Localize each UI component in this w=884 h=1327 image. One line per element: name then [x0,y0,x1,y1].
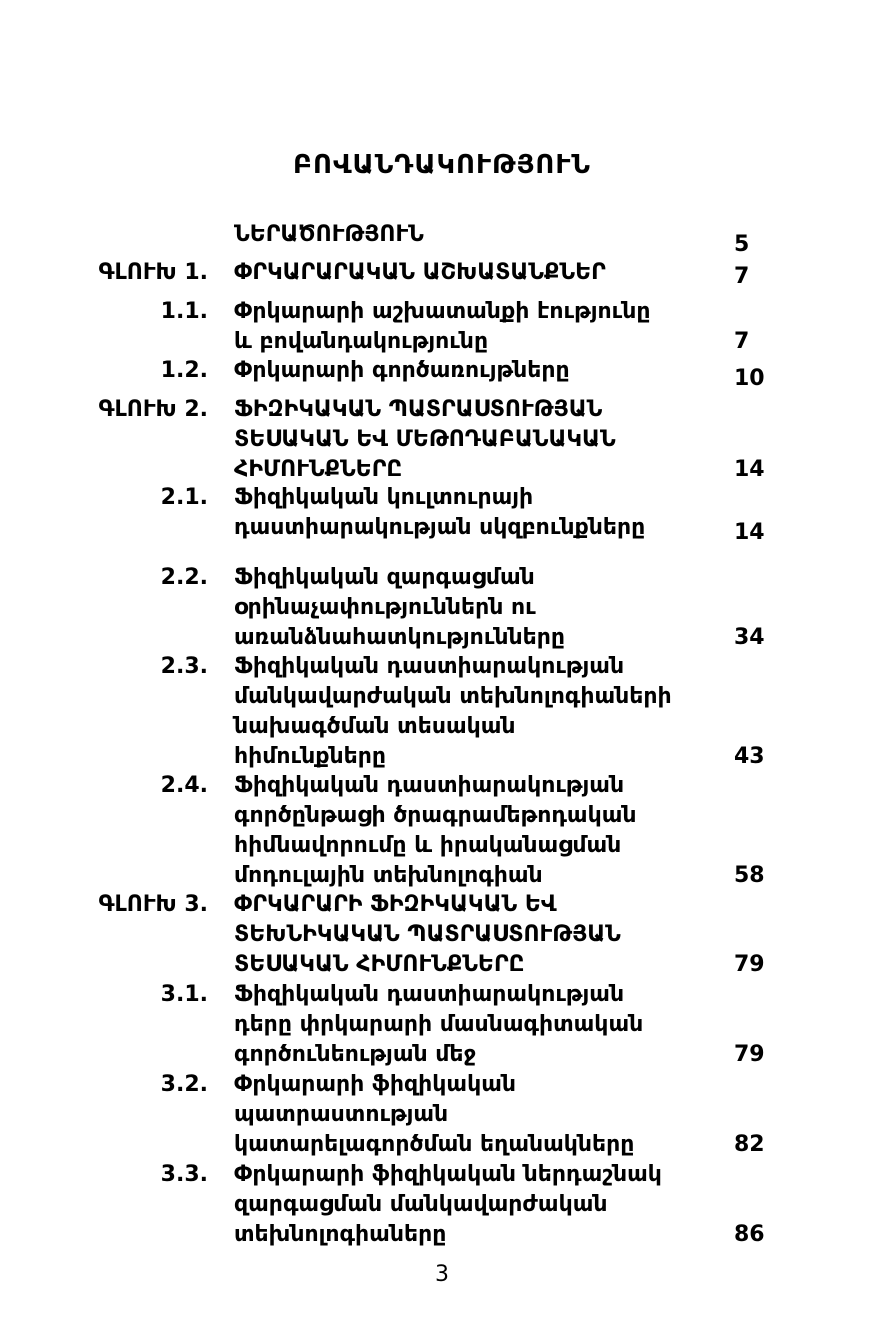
entry-page-number: 79 [734,952,765,977]
entry-title [234,890,734,980]
entry-title-line: զարգացման մանկավարժական [234,1192,608,1217]
entry-title-line: ՏԵՍԱԿԱՆ ՀԻՄՈՒՆՔՆԵՐԸ [234,952,525,977]
entry-title [234,652,734,772]
entry-page-number: 34 [734,625,765,650]
entry-title [234,258,734,288]
section-number: 2.2. [160,565,208,590]
entry-title-line: Փրկարարի ֆիզիկական [234,1072,516,1097]
entry-page-number: 58 [734,863,765,888]
entry-title [234,1160,734,1250]
entry-title-line: Փրկարարի գործառույթները [234,358,570,383]
entry-page-number: 14 [734,457,765,482]
entry-title-line: կատարելագործման եղանակները [234,1132,635,1157]
section-number: 3.1. [160,982,208,1007]
section-number: 2.4. [160,773,208,798]
chapter-label: ԳԼՈՒԽ 1. [98,260,208,285]
entry-page-number: 10 [734,366,765,391]
entry-title [234,395,734,485]
section-number: 2.1. [160,485,208,510]
entry-title-line: ՏԵՍԱԿԱՆ ԵՎ ՄԵԹՈԴԱԲԱՆԱԿԱՆ [234,427,616,452]
entry-title [234,356,734,386]
entry-title-line: նախագծման տեսական [234,714,516,739]
entry-page-number: 79 [734,1042,765,1067]
entry-title [234,1070,734,1160]
entry-title-line: տեխնոլոգիաները [234,1222,447,1247]
entry-title-line: և բովանդակությունը [234,329,489,354]
entry-title [234,563,734,653]
entry-page-number: 43 [734,744,765,769]
entry-title-line: դերը փրկարարի մասնագիտական [234,1012,644,1037]
entry-title-line: օրինաչափություններն ու [234,595,536,620]
entry-title-line: հիմունքները [234,744,386,769]
entry-title-line: առանձնահատկությունները [234,625,565,650]
entry-page-number: 5 [734,232,750,257]
entry-title-line: ՀԻՄՈՒՆՔՆԵՐԸ [234,457,403,482]
entry-title-line: Ֆիզիկական կուլտուրայի [234,485,534,510]
page-number: 3 [435,1262,449,1287]
entry-title-line: ՏԵԽՆԻԿԱԿԱՆ ՊԱՏՐԱՍՏՈՒԹՅԱՆ [234,922,621,947]
entry-title [234,771,734,891]
entry-title [234,483,734,543]
section-number: 1.2. [160,358,208,383]
entry-title-line: Ֆիզիկական դաստիարակության [234,773,625,798]
section-number: 3.2. [160,1072,208,1097]
section-number: 2.3. [160,654,208,679]
section-number: 3.3. [160,1162,208,1187]
entry-title-line: Ֆիզիկական դաստիարակության [234,654,625,679]
entry-title-line: գործընթացի ծրագրամեթոդական [234,803,637,828]
entry-title-line: ՓՐԿԱՐԱՐԻ ՖԻԶԻԿԱԿԱՆ ԵՎ [234,892,557,917]
page-title: ԲՈՎԱՆԴԱԿՈՒԹՅՈՒՆ [293,150,591,180]
entry-page-number: 14 [734,520,765,545]
entry-title-line: Ֆիզիկական զարգացման [234,565,535,590]
entry-title [234,220,734,250]
entry-title-line: գործունեության մեջ [234,1042,477,1067]
entry-title-line: դաստիարակության սկզբունքները [234,515,646,540]
entry-title-line: Փրկարարի ֆիզիկական ներդաշնակ [234,1162,662,1187]
entry-title-line: պատրաստության [234,1102,449,1127]
entry-title [234,980,734,1070]
entry-title-line: հիմնավորումը և իրականացման [234,833,622,858]
entry-title-line: ՆԵՐԱԾՈՒԹՅՈՒՆ [234,222,424,247]
entry-page-number: 7 [734,264,750,289]
entry-title-line: ՓՐԿԱՐԱՐԱԿԱՆ ԱՇԽԱՏԱՆՔՆԵՐ [234,260,606,285]
chapter-label: ԳԼՈՒԽ 2. [98,397,208,422]
entry-title-line: ՖԻԶԻԿԱԿԱՆ ՊԱՏՐԱՍՏՈՒԹՅԱՆ [234,397,603,422]
entry-title-line: մանկավարժական տեխնոլոգիաների [234,684,672,709]
entry-title-line: Ֆիզիկական դաստիարակության [234,982,625,1007]
chapter-label: ԳԼՈՒԽ 3. [98,892,208,917]
entry-title-line: Փրկարարի աշխատանքի էությունը [234,299,651,324]
entry-title [234,297,734,357]
section-number: 1.1. [160,299,208,324]
entry-page-number: 82 [734,1132,765,1157]
entry-title-line: մոդուլային տեխնոլոգիան [234,863,543,888]
entry-page-number: 7 [734,329,750,354]
entry-page-number: 86 [734,1222,765,1247]
